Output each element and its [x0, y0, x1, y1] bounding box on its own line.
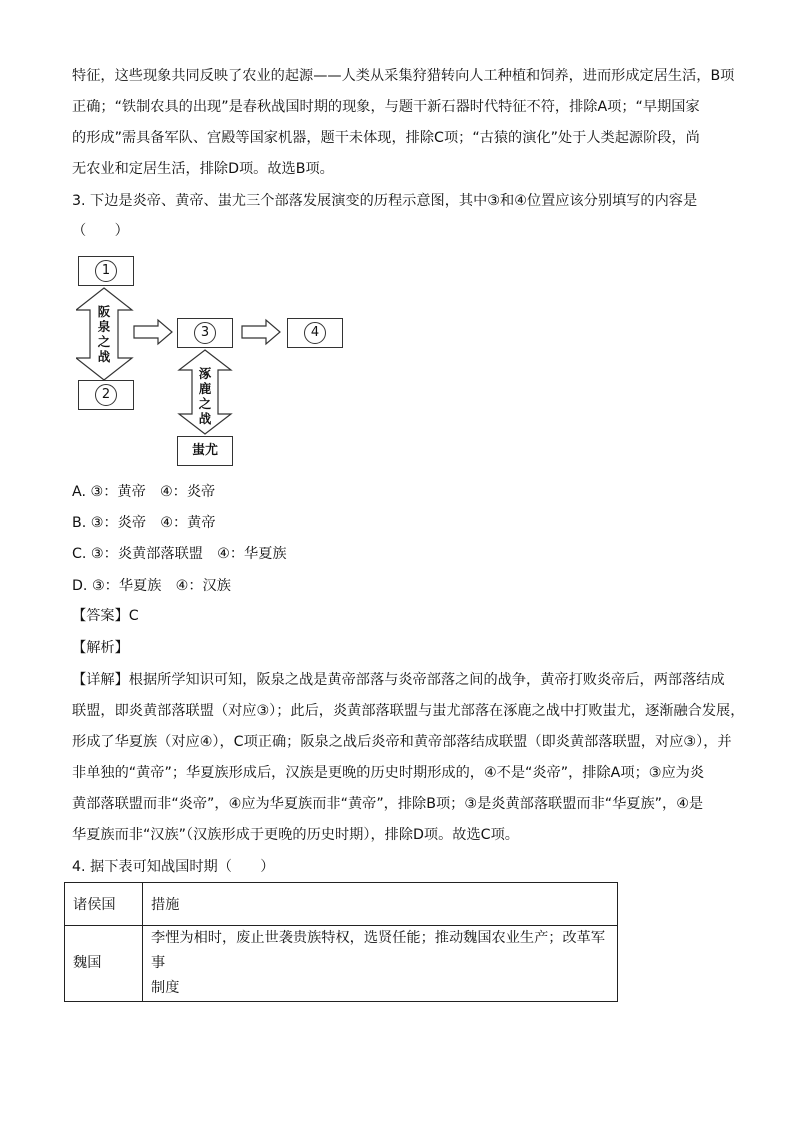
box-chiyou	[177, 436, 233, 466]
option-a: A. ③：黄帝 ④：炎帝	[72, 484, 216, 500]
measures-line-1: 李悝为相时，废止世袭贵族特权，选贤任能；推动魏国农业生产；改革军事	[151, 930, 606, 971]
arrow-to-box3	[134, 320, 172, 344]
paragraph-line-2: 正确；“铁制农具的出现”是春秋战国时期的现象，与题干新石器时代特征不符，排除A项；“早期国家	[72, 99, 700, 115]
answer: 【答案】C	[72, 608, 139, 624]
table-header-state: 诸侯国	[65, 883, 143, 926]
zhuolu-battle-label: 涿鹿之战	[198, 366, 212, 426]
option-b: B. ③：炎帝 ④：黄帝	[72, 515, 216, 531]
circle-number-1: 1	[95, 260, 117, 282]
arrow-to-box4	[242, 320, 280, 344]
box-1	[78, 256, 134, 286]
chiyou-label: 蚩尤	[191, 443, 218, 458]
box-3	[177, 318, 233, 348]
analysis-title: 【解析】	[72, 640, 129, 656]
paragraph-line-1: 特征，这些现象共同反映了农业的起源——人类从采集狩猎转向人工种植和饲养，进而形成定居生活，B项	[72, 68, 735, 84]
box-2	[78, 380, 134, 410]
table-cell-measures	[143, 926, 618, 1002]
question4-stem: 4. 据下表可知战国时期（ ）	[72, 859, 275, 875]
box-4	[287, 318, 343, 348]
detail-line-6: 华夏族而非“汉族”（汉族形成于更晚的历史时期），排除D项。故选C项。	[72, 827, 519, 843]
table-cell-state: 魏国	[65, 926, 143, 1002]
question3-stem: 3. 下边是炎帝、黄帝、蚩尤三个部落发展演变的历程示意图，其中③和④位置应该分别填写的内容是	[72, 193, 698, 209]
circle-number-4: 4	[304, 322, 326, 344]
option-d: D. ③：华夏族 ④：汉族	[72, 578, 231, 594]
paragraph-line-3: 的形成”需具备军队、宫殿等国家机器，题干未体现，排除C项；“古猿的演化”处于人类起源阶段，尚	[72, 130, 700, 146]
detail-line-3: 形成了华夏族（对应④），C项正确；阪泉之战后炎帝和黄帝部落结成联盟（即炎黄部落联盟，对应③），并	[72, 734, 732, 750]
detail-line-4: 非单独的“黄帝”；华夏族形成后，汉族是更晚的历史时期形成的，④不是“炎帝”，排除A项；③应为炎	[72, 765, 705, 781]
detail-line-1: 【详解】根据所学知识可知，阪泉之战是黄帝部落与炎帝部落之间的战争，黄帝打败炎帝后，两部落结成	[72, 672, 725, 688]
option-c: C. ③：炎黄部落联盟 ④：华夏族	[72, 546, 287, 562]
tribe-development-diagram	[76, 254, 356, 470]
paragraph-line-4: 无农业和定居生活，排除D项。故选B项。	[72, 161, 334, 177]
table-header-row	[65, 883, 618, 926]
circle-number-3: 3	[194, 322, 216, 344]
table-header-measures: 措施	[143, 883, 618, 926]
question3-stem-bracket: （ ）	[72, 223, 129, 239]
detail-line-5: 黄部落联盟而非“炎帝”，④应为华夏族而非“黄帝”，排除B项；③是炎黄部落联盟而非“华夏族”，④是	[72, 796, 704, 812]
table-row	[65, 926, 618, 1002]
measures-table	[64, 882, 618, 1002]
measures-line-2: 制度	[151, 980, 180, 996]
banquan-battle-label: 阪泉之战	[97, 304, 111, 364]
circle-number-2: 2	[95, 384, 117, 406]
detail-line-2: 联盟，即炎黄部落联盟（对应③）；此后，炎黄部落联盟与蚩尤部落在涿鹿之战中打败蚩尤，逐渐融合发展，	[72, 703, 745, 719]
